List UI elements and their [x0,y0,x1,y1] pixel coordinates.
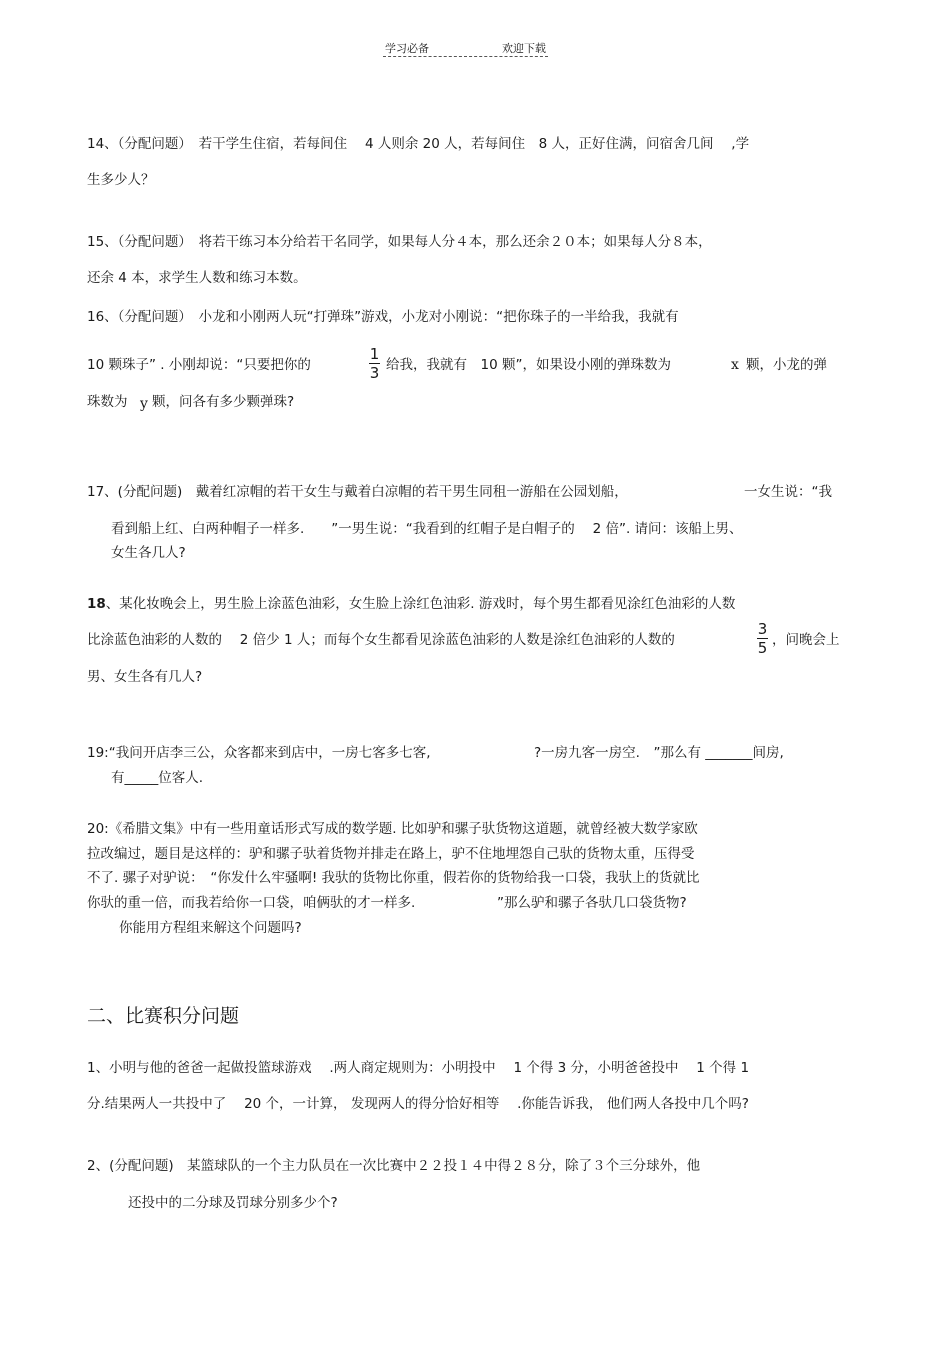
q16-fraction-numerator: 1 [369,345,380,363]
q16-line-2a: 10 颗珠子” . 小刚却说：“只要把你的 [87,357,311,373]
q16-line-3a: 珠数为 [87,394,128,410]
q16-var-y: y [140,396,148,412]
q20-line-4a: 你驮的重一倍，而我若给你一口袋，咱俩驮的才一样多. [87,895,416,911]
q20-line-4b: ”那么驴和骡子各驮几口袋货物? [497,895,687,911]
q16-line-3b: 颗，问各有多少颗弹珠? [152,394,295,410]
q20-line-2: 拉改编过，题目是这样的：驴和骡子驮着货物并排走在路上，驴不住地埋怨自己驮的货物太重，压得受 [87,846,695,862]
q18-line-1 [87,594,735,614]
q18-line-1-text: 、某化妆晚会上，男生脸上涂蓝色油彩，女生脸上涂红色油彩. 游戏时，每个男生都看见涂红色油彩的人数 [105,596,736,612]
q19-line-1b: ?一房九客一房空. ”那么有 _______间房, [534,745,784,761]
q18-line-2b: ，问晚会上 [772,632,840,648]
q17-line-1b: 一女生说：“我 [744,484,832,500]
q16-line-2b: 给我，我就有 10 颗”，如果设小刚的弹珠数为 [386,357,671,373]
q18-fraction [757,621,768,656]
q19-line-2: 有_____位客人. [111,770,204,786]
s2q1-line-1: 1、小明与他的爸爸一起做投篮球游戏 .两人商定规则为：小明投中 1 个得 3 分，小明爸爸投中 1 个得 1 [87,1060,750,1076]
q16-line-2c: 颗，小龙的弹 [746,357,827,373]
s2q1-line-2: 分.结果两人一共投中了 20 个，一计算， 发现两人的得分恰好相等 .你能告诉我， 他们两人各投中几个吗? [87,1096,749,1112]
q16-fraction [369,346,380,381]
q20-line-5: 你能用方程组来解这个问题吗? [119,920,302,936]
q18-fraction-denominator: 5 [757,639,768,657]
s2q2-line-2: 还投中的二分球及罚球分别多少个? [128,1195,338,1211]
q16-var-x: x [731,357,739,373]
page-header [383,40,548,57]
q20-line-1: 20:《希腊文集》中有一些用童话形式写成的数学题. 比如驴和骡子驮货物这道题，就曾经被大数学家欧 [87,821,698,837]
q16-line-1: 16、（分配问题） 小龙和小刚两人玩“打弹珠”游戏，小龙对小刚说：“把你珠子的一半给我，我就有 [87,309,679,325]
section-2-title: 二、比赛积分问题 [87,1005,240,1027]
q18-line-2: 比涂蓝色油彩的人数的 2 倍少 1 人；而每个女生都看见涂蓝色油彩的人数是涂红色油彩的人数的 [87,632,675,648]
header-right-text: 欢迎下载 [502,42,546,55]
q17-line-1: 17、(分配问题) 戴着红凉帽的若干女生与戴着白凉帽的若干男生同租一游船在公园划船， [87,484,628,500]
header-left-text: 学习必备 [385,42,429,55]
q16-fraction-denominator: 3 [369,364,380,382]
q19-line-1a: 19:“我问开店李三公，众客都来到店中，一房七客多七客, [87,745,431,761]
s2q2-line-1: 2、(分配问题) 某篮球队的一个主力队员在一次比赛中２２投１４中得２８分，除了３个三分球外，他 [87,1158,701,1174]
q14-line-2: 生多少人？ [87,172,155,188]
q17-line-2: 看到船上红、白两种帽子一样多. ”一男生说：“我看到的红帽子是白帽子的 2 倍”. 请问：该船上男、 [111,521,743,537]
q14-line-1: 14、（分配问题） 若干学生住宿，若每间住 4 人则余 20 人，若每间住 8 人，正好住满，问宿舍几间 ,学 [87,136,750,152]
q15-line-1: 15、（分配问题） 将若干练习本分给若干名同学，如果每人分４本，那么还余２０本；如果每人分８本， [87,234,712,250]
q18-fraction-numerator: 3 [757,620,768,638]
q18-line-3: 男、女生各有几人? [87,669,203,685]
q18-number: 18 [87,596,106,612]
q17-line-3: 女生各几人? [111,545,186,561]
q15-line-2: 还余 4 本，求学生人数和练习本数。 [87,270,307,286]
q20-line-3: 不了. 骡子对驴说： “你发什么牢骚啊! 我驮的货物比你重，假若你的货物给我一口袋，我驮上的货就比 [87,870,700,886]
